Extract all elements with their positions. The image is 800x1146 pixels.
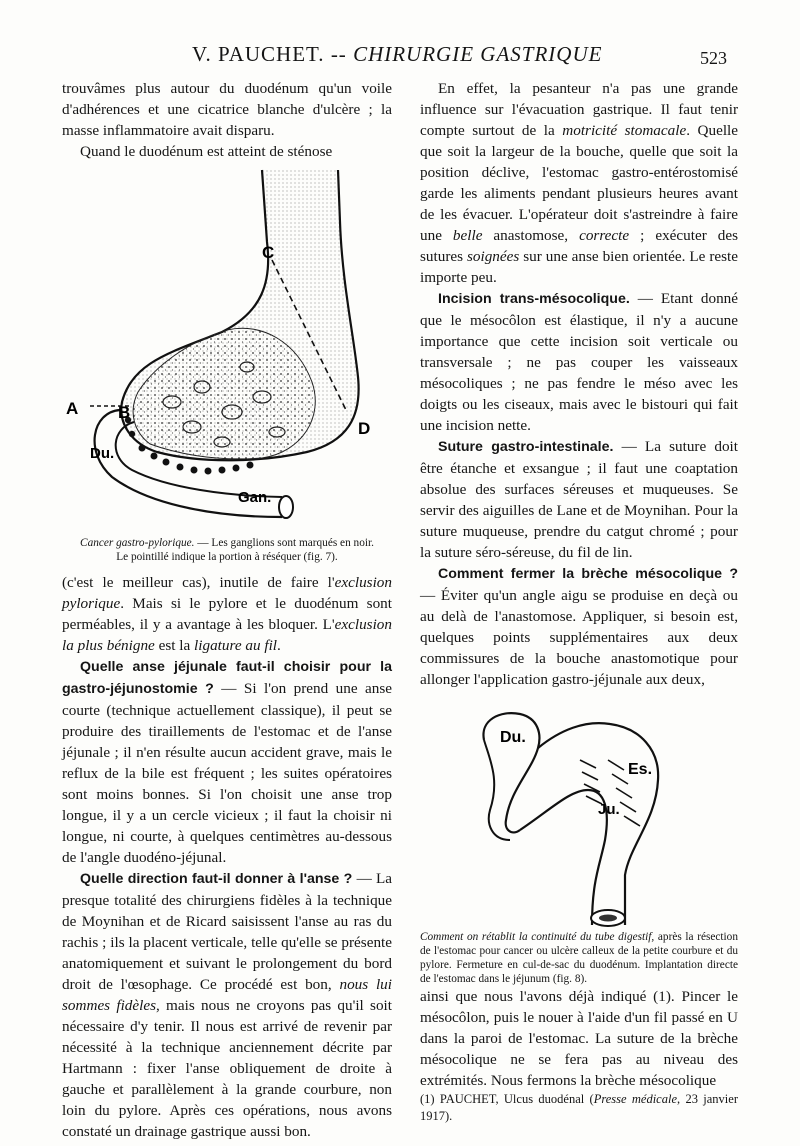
italic-run: soignées [466,248,520,265]
figure-caption [420,930,738,986]
section-paragraph [420,563,738,690]
italic-run: motricité stomacale [562,122,687,139]
right-column [420,78,738,1125]
section-text: — Etant donné que le mésocôlon est élastique, il n'y a aucune importance que cette incision soit verticale ou transversale ; ne pas couper les vaisseaux mésocoliques ; ne pas fendre le méso avec les doigts ou les ciseaux, mais avec le bistouri qui fait une incision nette. [420,290,738,434]
caption-text: — Les ganglions sont marqués en noir. [194,537,374,549]
text-run: . Quelle que soit la largeur de la bouche, quelle que soit la position déclive, l'estomac gastro-entérostomisé garde les aliments pendant plusieurs heures avant de les évacuer. L'opérateur doit s'astreindre à faire une [420,122,739,244]
header-author: V. PAUCHET. [192,42,325,66]
text-run: ; exécuter des sutures [420,227,738,265]
running-header [0,42,800,72]
section-paragraph [62,868,392,1142]
italic-run: ligature au fil [194,637,278,654]
text-run: (c'est le meilleur cas), inutile de faire l' [62,574,335,591]
section-text: — Éviter qu'un angle aigu se produise en deçà ou au delà de l'anastomose. Appliquer, si besoin est, quelques points supplémentaires aux deux commissures de la bouche anastomotique pour allonger l'application gastro-jéjunale aux deux, [420,587,738,688]
header-title: CHIRURGIE GASTRIQUE [353,42,603,66]
caption-title: Cancer gastro-pylorique. [80,537,195,549]
label-gan: Gan. [238,489,272,506]
section-text: — La suture doit être étanche et exsangue ; il faut une coaptation absolue des surfaces séreuses et muqueuses. Se servir des aiguilles de Lane et de Moynihan. Pour la suture muqueuse, prendre du catgut chromé ; pour la suture séro-séreuse, du fil de lin. [420,438,738,561]
caption-text: après la résection de l'estomac pour cancer ou ulcère calleux de la petite courbure et du pylore. Fermeture en cul-de-sac du duodénum. Implantation directe de l'estomac dans le jéjunum (fig. 8). [420,931,738,985]
footnote-text: (1) PAUCHET, Ulcus duodénal ( [420,1092,594,1106]
paragraph: trouvâmes plus autour du duodénum qu'un voile d'adhérences et une cicatrice blanche d'ulcère ; la masse inflammatoire avait disparu. [62,80,392,139]
text-run: En effet, la pesanteur n'a pas une grande influence sur l'évacuation gastrique. Il faut tenir compte surtout de la [420,80,738,139]
section-heading: Incision trans-mésocolique. [438,291,630,307]
paragraph: ainsi que nous l'avons déjà indiqué (1). Pincer le mésocôlon, puis le nouer à l'aide d'un fil passé en U dans la paroi de l'estomac. La suture de la brèche mésocolique ne se fera pas au niveau des extrémités. Nous fermons la brèche mésocolique [420,988,738,1089]
left-column [62,78,392,1142]
caption-text: Le pointillé indique la portion à réséquer (fig. 7). [116,551,338,563]
figure-caption [62,536,392,564]
paragraph [62,572,392,656]
section-paragraph [420,288,738,436]
page-number: 523 [700,48,727,68]
label-es: Es. [628,761,653,778]
italic-run: exclusion pylorique [62,574,392,612]
label-du: Du. [500,729,526,746]
figure-gastro-jejunal [420,690,738,986]
section-heading: Quelle direction faut-il donner à l'anse ? [80,871,353,887]
stomach-illustration [62,162,392,532]
footnote [420,1091,738,1125]
figure-stomach-cancer [62,162,392,564]
text-run: anastomose, [482,227,580,244]
label-b: B [118,403,131,422]
header-separator: -- [324,42,354,66]
italic-run: exclusion la plus bénigne [62,616,392,654]
paragraph [420,78,738,288]
section-paragraph [62,656,392,868]
label-ju: Ju. [598,801,620,818]
running-title [192,42,602,67]
caption-title: Comment on rétablit la continuité du tube digestif, [420,931,655,943]
footnote-text: , 23 janvier 1917). [420,1092,738,1123]
label-c: C [262,243,275,262]
label-a: A [66,399,79,418]
section-text: — Si l'on prend une anse courte (technique actuellement classique), il peut se produire des tiraillements de l'estomac et de l'anse jéjunale ; il n'en résulte aucun accident grave, mais le reflux de la bile est fréquent ; les suites opératoires sont moins bonnes. Si l'on choisit une anse trop longue, il y a un cercle vicieux ; il faut la choisir ni longue, ni courte, à quelques centimètres au-dessous de l'angle duodéno-jéjunal. [62,680,392,866]
italic-run: nous lui sommes fidèles [62,976,392,1014]
anastomosis-illustration [420,690,738,930]
text-run: sur une anse bien orientée. Le reste importe peu. [420,248,738,286]
section-heading: Comment fermer la brèche mésocolique ? [438,566,738,582]
text-run: . Mais si le pylore et le duodénum sont perméables, il y a avantage à les bloquer. L' [62,595,392,633]
section-heading: Suture gastro-intestinale. [438,439,614,455]
section-text: — La presque totalité des chirurgiens fidèles à la technique de Moynihan et de Ricard saisissent l'anse au ras du rachis ; ils la placent verticale, telle qu'elle se présente anatomiquement et suivant le prolongement du bord droit de l'œsophage. Ce procédé est bon, [62,870,392,993]
section-heading: Quelle anse jéjunale faut-il choisir pour la gastro-jéjunostomie ? [62,659,392,697]
text-run: est la [154,637,195,654]
label-du: Du. [90,445,115,462]
italic-run: correcte [579,227,630,244]
paragraph: Quand le duodénum est atteint de sténose [80,143,333,160]
section-text: , mais nous ne croyons pas qu'il soit nécessaire d'y tenir. Il nous est arrivé de revenir par nécessité à la technique anciennement décrite par Hartmann : fixer l'anse obliquement de droite à gauche et parallèlement à la grande courbure, non loin du pylore. Après ces opérations, nous avons constaté un drainage gastrique aussi bon. [62,997,392,1140]
italic-run: belle [452,227,483,244]
section-paragraph [420,436,738,563]
text-run: . [277,637,281,654]
footnote-journal: Presse médicale [593,1092,678,1106]
label-d: D [358,419,371,438]
